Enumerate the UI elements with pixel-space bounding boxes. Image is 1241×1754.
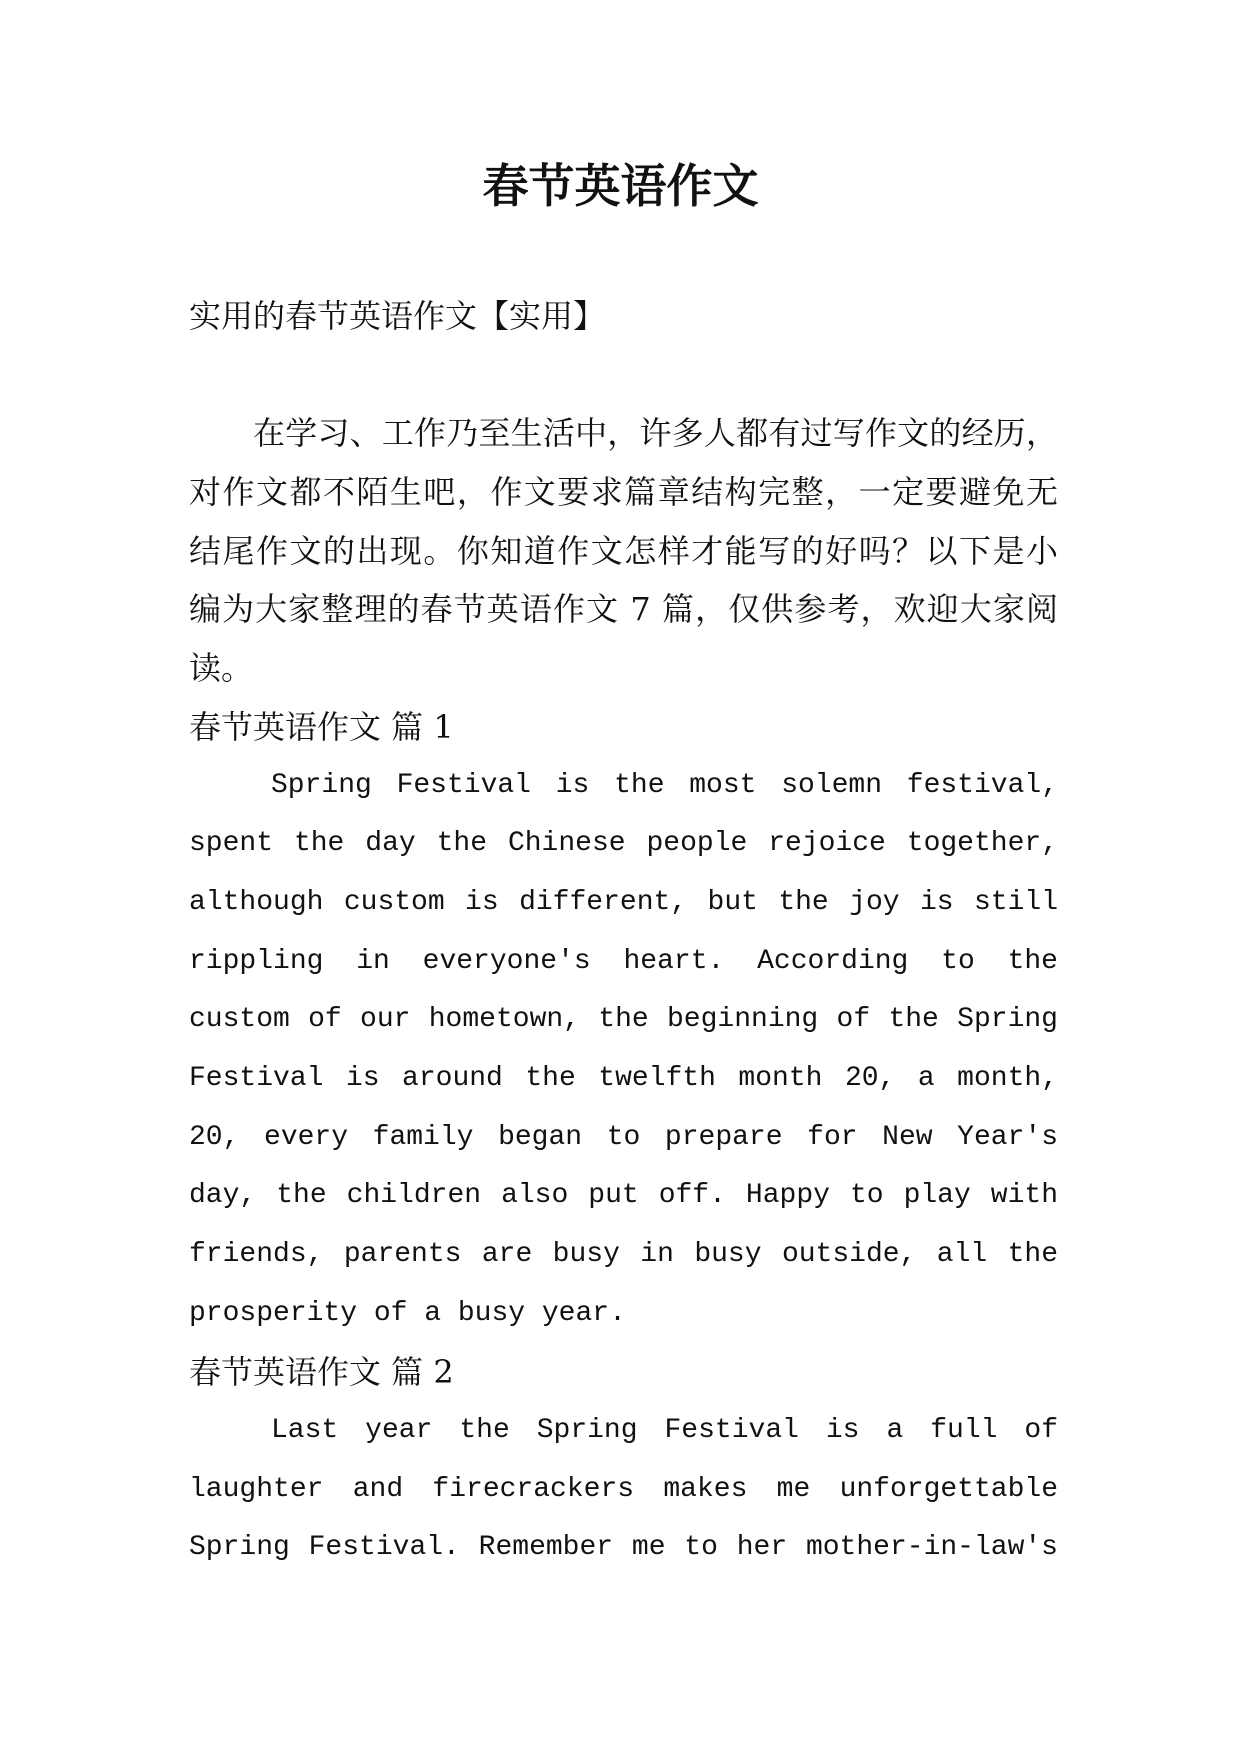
text-line: although custom is different, but the joy is still (189, 886, 1058, 918)
section-heading: 春节英语作文 篇 2 (189, 1353, 454, 1392)
text-line: custom of our hometown, the beginning of the Spring (189, 1004, 1058, 1036)
document-title: 春节英语作文 (482, 159, 759, 213)
text-line: 编为大家整理的春节英语作文 7 篇，仅供参考，欢迎大家阅 (189, 590, 1058, 629)
text-line: prosperity of a busy year. (189, 1297, 626, 1329)
intro-paragraph (189, 404, 1058, 697)
text-line: Festival is around the twelfth month 20, a month, (189, 1062, 1058, 1094)
text-line: friends, parents are busy in busy outside, all the (189, 1239, 1058, 1270)
essay-paragraph (189, 757, 1058, 1344)
text-line: 20, every family began to prepare for New Year's (189, 1121, 1058, 1153)
text-line: Spring Festival is the most solemn festival, (271, 769, 1058, 801)
text-line: 读。 (189, 649, 254, 688)
text-line: 在学习、工作乃至生活中，许多人都有过写作文的经历， (253, 414, 1058, 453)
document-subtitle: 实用的春节英语作文【实用】 (189, 297, 606, 335)
text-line: spent the day the Chinese people rejoice together, (189, 828, 1058, 860)
text-line: 对作文都不陌生吧，作文要求篇章结构完整，一定要避免无 (189, 473, 1058, 512)
text-line: 结尾作文的出现。你知道作文怎样才能写的好吗？以下是小 (189, 531, 1058, 570)
text-line: Spring Festival. Remember me to her mother-in-law's (189, 1532, 1058, 1564)
text-line: day, the children also put off. Happy to play with (189, 1180, 1058, 1212)
text-line: laughter and firecrackers makes me unforgettable (189, 1473, 1058, 1505)
text-line: rippling in everyone's heart. According to the (189, 945, 1058, 977)
text-line: Last year the Spring Festival is a full of (271, 1415, 1058, 1447)
blank-line (189, 346, 1058, 405)
document-body (189, 287, 1058, 1578)
essay-paragraph (189, 1402, 1058, 1578)
section-heading: 春节英语作文 篇 1 (189, 707, 454, 746)
